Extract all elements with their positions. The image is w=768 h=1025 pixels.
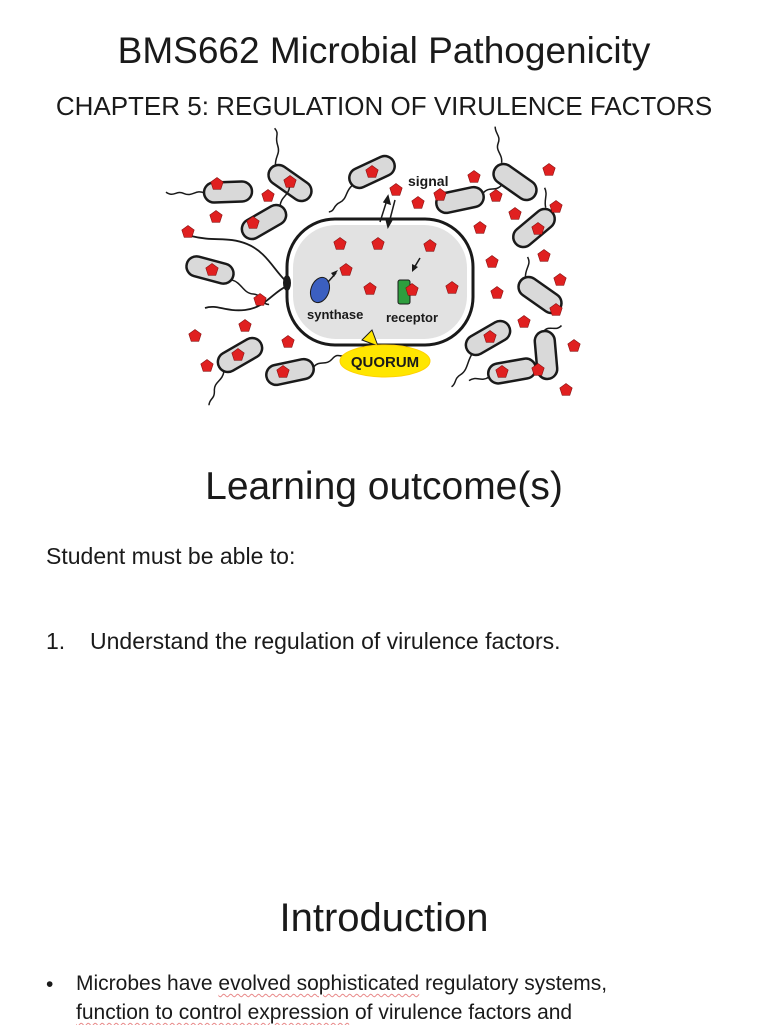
bullet-text: of virulence factors and xyxy=(349,1001,573,1024)
bullet-text: regulatory systems, xyxy=(419,972,608,995)
synthase-label: synthase xyxy=(307,307,364,322)
chapter-subtitle: CHAPTER 5: REGULATION OF VIRULENCE FACTORS xyxy=(55,91,713,121)
learning-item xyxy=(46,628,561,655)
learning-item-text: Understand the regulation of virulence factors. xyxy=(90,628,561,654)
introduction-heading: Introduction xyxy=(279,896,489,940)
signal-label: signal xyxy=(408,173,449,189)
learning-item-number: 1. xyxy=(46,628,66,654)
bullet-line-1 xyxy=(76,972,607,996)
learning-outcome-heading: Learning outcome(s) xyxy=(205,465,563,508)
receptor-label: receptor xyxy=(386,310,439,325)
bullet-line-2 xyxy=(76,1001,572,1025)
quorum-label: QUORUM xyxy=(350,354,420,371)
learning-intro: Student must be able to: xyxy=(46,543,296,569)
bullet-text: Microbes have xyxy=(76,972,219,995)
quorum-sensing-figure xyxy=(0,0,768,420)
slide-title: BMS662 Microbial Pathogenicity xyxy=(117,30,651,71)
spellcheck-text: function to control expression xyxy=(76,1001,350,1024)
spellcheck-text: evolved sophisticated xyxy=(218,972,420,995)
bullet-dot: • xyxy=(46,973,54,996)
